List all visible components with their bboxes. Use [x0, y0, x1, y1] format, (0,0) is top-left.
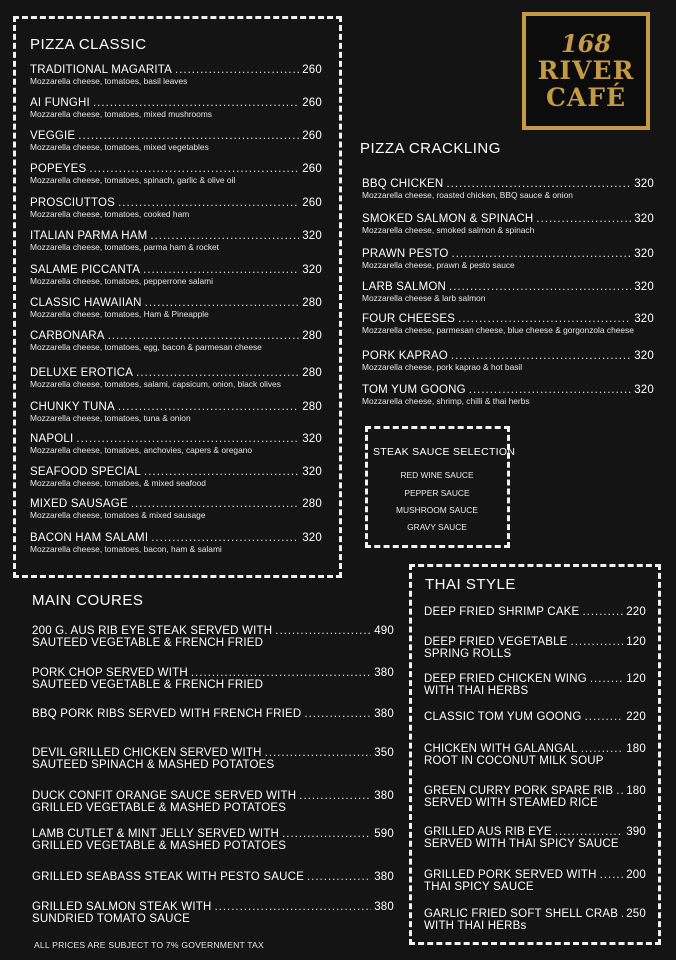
menu-item-row [362, 384, 654, 396]
menu-item [362, 313, 654, 335]
menu-item-name: AI FUNGHI [30, 97, 90, 109]
tax-note: ALL PRICES ARE SUBJECT TO 7% GOVERNMENT TAX [34, 940, 264, 950]
menu-item-name-continued: SAUTEED VEGETABLE & FRENCH FRIED [32, 637, 264, 649]
dot-leader [307, 871, 371, 883]
menu-item-name: FOUR CHEESES [362, 313, 456, 325]
dot-leader [144, 466, 299, 478]
menu-item [30, 163, 322, 185]
menu-item-name: LAMB CUTLET & MINT JELLY SERVED WITH [32, 828, 280, 840]
menu-item-row [32, 871, 394, 883]
menu-item-name: BACON HAM SALAMI [30, 532, 149, 544]
dot-leader [449, 281, 631, 293]
menu-item [32, 901, 394, 926]
menu-item-name-continued: GRILLED VEGETABLE & MASHED POTATOES [32, 802, 287, 814]
menu-item-description: Mozzarella cheese, tomatoes, Ham & Pineapple [30, 309, 209, 319]
menu-item-price: 280 [302, 297, 322, 309]
menu-item-description: Mozzarella cheese, prawn & pesto sauce [362, 260, 515, 270]
menu-item-name: DEEP FRIED CHICKEN WING [424, 673, 587, 685]
menu-item-price: 200 [626, 869, 646, 881]
sauce-option: PEPPER SAUCE [404, 488, 470, 498]
menu-item-name-continued: ROOT IN COCONUT MILK SOUP [424, 755, 604, 767]
menu-item-price: 120 [626, 673, 646, 685]
dot-leader [581, 743, 623, 755]
menu-item [362, 384, 654, 406]
menu-item-name: SEAFOOD SPECIAL [30, 466, 142, 478]
menu-item-row [30, 498, 322, 510]
dot-leader [78, 130, 299, 142]
restaurant-logo [522, 12, 650, 130]
dot-leader [108, 330, 300, 342]
menu-item-price: 320 [634, 313, 654, 325]
menu-item-name: PORK CHOP SERVED WITH [32, 667, 188, 679]
menu-item [424, 673, 646, 698]
menu-item-name: GRILLED SEABASS STEAK WITH PESTO SAUCE [32, 871, 304, 883]
menu-item-name: VEGGIE [30, 130, 76, 142]
menu-item-name: GRILLED PORK SERVED WITH [424, 869, 597, 881]
menu-item [424, 826, 646, 851]
dot-leader [451, 350, 631, 362]
menu-item-row [30, 97, 322, 109]
menu-item-price: 320 [634, 248, 654, 260]
menu-item-price: 220 [626, 606, 646, 618]
menu-item-row [30, 367, 322, 379]
menu-item-name: PORK KAPRAO [362, 350, 448, 362]
dot-leader [265, 747, 372, 759]
menu-item-description: Mozzarella cheese, tomatoes, salami, capsicum, onion, black olives [30, 379, 281, 389]
menu-item [30, 532, 322, 554]
dot-leader [118, 401, 299, 413]
menu-item-price: 590 [374, 828, 394, 840]
menu-item-row [362, 213, 654, 225]
menu-item [424, 606, 646, 618]
menu-item [32, 747, 394, 772]
menu-item-name: DEEP FRIED VEGETABLE [424, 636, 568, 648]
menu-item-description: Mozzarella cheese, parmesan cheese, blue cheese & gorgonzola cheese [362, 325, 634, 335]
menu-item-price: 260 [302, 163, 322, 175]
menu-item-row [32, 790, 394, 802]
menu-item-price: 260 [302, 130, 322, 142]
menu-item-row [424, 869, 646, 881]
menu-item-name: GREEN CURRY PORK SPARE RIB [424, 785, 614, 797]
dot-leader [76, 433, 299, 445]
menu-item-description: Mozzarella cheese, shrimp, chilli & thai herbs [362, 396, 530, 406]
menu-item-name: NAPOLI [30, 433, 74, 445]
menu-item-price: 220 [626, 711, 646, 723]
menu-item-description: Mozzarella cheese, tomatoes & mixed sausage [30, 510, 206, 520]
menu-item-price: 320 [302, 264, 322, 276]
menu-item-name: 200 G. AUS RIB EYE STEAK SERVED WITH [32, 625, 273, 637]
menu-item-name-continued: THAI SPICY SAUCE [424, 881, 534, 893]
dot-leader [452, 248, 632, 260]
menu-item-price: 320 [302, 532, 322, 544]
menu-item-row [30, 401, 322, 413]
menu-item-name: DUCK CONFIT ORANGE SAUCE SERVED WITH [32, 790, 297, 802]
menu-item [30, 264, 322, 286]
menu-item-row [424, 785, 646, 797]
menu-item [424, 869, 646, 894]
menu-item-row [424, 743, 646, 755]
menu-item-description: Mozzarella cheese, pork kaprao & hot basil [362, 362, 523, 372]
menu-item-price: 320 [302, 433, 322, 445]
menu-item-row [32, 747, 394, 759]
menu-item [30, 433, 322, 455]
menu-item-description: Mozzarella cheese, tomatoes, mixed mushrooms [30, 109, 212, 119]
menu-item-name: GARLIC FRIED SOFT SHELL CRAB [424, 908, 619, 920]
menu-item-row [30, 130, 322, 142]
thai-style-title: THAI STYLE [425, 576, 516, 593]
menu-item-price: 350 [374, 747, 394, 759]
menu-item-description: Mozzarella cheese, tomatoes, cooked ham [30, 209, 190, 219]
dot-leader [458, 313, 631, 325]
menu-item [32, 790, 394, 815]
dot-leader [150, 230, 299, 242]
dot-leader [582, 606, 623, 618]
menu-item-name: TOM YUM GOONG [362, 384, 466, 396]
menu-item [424, 636, 646, 661]
dot-leader [621, 908, 623, 920]
dot-leader [299, 790, 371, 802]
sauce-option: RED WINE SAUCE [400, 470, 474, 480]
menu-item [32, 667, 394, 692]
main-course-title: MAIN COURES [32, 592, 144, 609]
dot-leader [151, 532, 299, 544]
dot-leader [89, 163, 299, 175]
menu-item [362, 248, 654, 270]
dot-leader [536, 213, 631, 225]
menu-item-name: CLASSIC HAWAIIAN [30, 297, 142, 309]
menu-item-price: 380 [374, 667, 394, 679]
menu-item [32, 708, 394, 720]
menu-item-price: 320 [634, 384, 654, 396]
sauce-option: MUSHROOM SAUCE [396, 505, 478, 515]
menu-item-name: MIXED SAUSAGE [30, 498, 128, 510]
menu-item-price: 250 [626, 908, 646, 920]
menu-item-description: Mozzarella cheese, tomatoes, egg, bacon & parmesan cheese [30, 342, 262, 352]
menu-item-row [424, 636, 646, 648]
sauce-option: GRAVY SAUCE [407, 522, 467, 532]
dot-leader [145, 297, 300, 309]
menu-item [362, 281, 654, 303]
menu-item-name-continued: SUNDRIED TOMATO SAUCE [32, 913, 190, 925]
menu-item [30, 330, 322, 352]
menu-item-name: SALAME PICCANTA [30, 264, 141, 276]
menu-item-row [30, 466, 322, 478]
menu-item-name-continued: SERVED WITH THAI SPICY SAUCE [424, 838, 619, 850]
menu-item-row [30, 433, 322, 445]
menu-item-name: DELUXE EROTICA [30, 367, 134, 379]
dot-leader [93, 97, 299, 109]
menu-item-name: PROSCIUTTOS [30, 197, 116, 209]
menu-item-name-continued: WITH THAI HERBS [424, 685, 529, 697]
pizza-crackling-title: PIZZA CRACKLING [360, 140, 501, 157]
menu-item-row [424, 826, 646, 838]
menu-item-price: 320 [302, 466, 322, 478]
menu-item-row [424, 673, 646, 685]
dot-leader [131, 498, 299, 510]
menu-item [30, 230, 322, 252]
menu-item-name-continued: WITH THAI HERBs [424, 920, 527, 932]
menu-item-description: Mozzarella cheese, tomatoes, bacon, ham & salami [30, 544, 222, 554]
logo-line-cafe: CAFÉ [545, 83, 627, 112]
menu-item-price: 280 [302, 498, 322, 510]
menu-item-price: 180 [626, 743, 646, 755]
menu-item-price: 260 [302, 197, 322, 209]
menu-item-name: BBQ CHICKEN [362, 178, 444, 190]
menu-item-name-continued: SAUTEED VEGETABLE & FRENCH FRIED [32, 679, 264, 691]
dot-leader [446, 178, 631, 190]
menu-item-name-continued: SAUTEED SPINACH & MASHED POTATOES [32, 759, 275, 771]
dot-leader [175, 64, 299, 76]
menu-item-name: BBQ PORK RIBS SERVED WITH FRENCH FRIED [32, 708, 302, 720]
menu-item-row [424, 606, 646, 618]
dot-leader [143, 264, 299, 276]
menu-item-price: 380 [374, 708, 394, 720]
menu-item-name: GRILLED SALMON STEAK WITH [32, 901, 212, 913]
menu-item-price: 280 [302, 330, 322, 342]
dot-leader [469, 384, 631, 396]
menu-item-name: ITALIAN PARMA HAM [30, 230, 148, 242]
menu-item-row [30, 64, 322, 76]
menu-item-description: Mozzarella cheese, smoked salmon & spinach [362, 225, 535, 235]
menu-item-name: SMOKED SALMON & SPINACH [362, 213, 534, 225]
dot-leader [275, 625, 371, 637]
menu-item-row [362, 178, 654, 190]
menu-item-name: CHUNKY TUNA [30, 401, 115, 413]
menu-item [424, 711, 646, 723]
menu-item-row [362, 281, 654, 293]
menu-item-price: 320 [634, 281, 654, 293]
menu-item-price: 490 [374, 625, 394, 637]
menu-item-row [30, 230, 322, 242]
menu-item [30, 466, 322, 488]
menu-item [424, 785, 646, 810]
menu-item-description: Mozzarella cheese, tomatoes, pepperrone salami [30, 276, 213, 286]
menu-item-row [30, 264, 322, 276]
dot-leader [214, 901, 371, 913]
menu-item [362, 213, 654, 235]
dot-leader [282, 828, 371, 840]
menu-item-row [32, 667, 394, 679]
menu-item [30, 498, 322, 520]
dot-leader [304, 708, 371, 720]
menu-item-price: 320 [634, 178, 654, 190]
menu-item-row [32, 828, 394, 840]
menu-item-row [424, 908, 646, 920]
menu-item [362, 350, 654, 372]
menu-item [30, 401, 322, 423]
logo-inner [526, 16, 646, 126]
menu-item-name: PRAWN PESTO [362, 248, 449, 260]
menu-item-row [30, 297, 322, 309]
menu-item-row [362, 248, 654, 260]
menu-item-price: 280 [302, 367, 322, 379]
menu-item-row [362, 350, 654, 362]
menu-item-description: Mozzarella cheese, tomatoes, tuna & onion [30, 413, 191, 423]
menu-item-row [424, 711, 646, 723]
pizza-classic-title: PIZZA CLASSIC [30, 36, 147, 53]
menu-item-name: DEEP FRIED SHRIMP CAKE [424, 606, 580, 618]
menu-item-price: 320 [302, 230, 322, 242]
dot-leader [555, 826, 623, 838]
dot-leader [571, 636, 624, 648]
menu-item-description: Mozzarella cheese, tomatoes, spinach, garlic & olive oil [30, 175, 236, 185]
menu-item-row [32, 708, 394, 720]
menu-item [30, 297, 322, 319]
menu-item [30, 130, 322, 152]
menu-item-name: TRADITIONAL MAGARITA [30, 64, 173, 76]
logo-number: 168 [560, 29, 612, 58]
menu-item-name-continued: SPRING ROLLS [424, 648, 512, 660]
menu-item-description: Mozzarella cheese, tomatoes, anchovies, capers & oregano [30, 445, 253, 455]
menu-item-description: Mozzarella cheese, tomatoes, basil leaves [30, 76, 188, 86]
menu-item-name: DEVIL GRILLED CHICKEN SERVED WITH [32, 747, 262, 759]
menu-item-price: 380 [374, 901, 394, 913]
menu-item-row [32, 901, 394, 913]
menu-item-name: CHICKEN WITH GALANGAL [424, 743, 578, 755]
menu-item [30, 97, 322, 119]
menu-item-description: Mozzarella cheese & larb salmon [362, 293, 486, 303]
menu-item [30, 197, 322, 219]
menu-item [424, 743, 646, 768]
menu-item [30, 64, 322, 86]
dot-leader [616, 785, 623, 797]
menu-item-row [30, 163, 322, 175]
menu-item-price: 380 [374, 871, 394, 883]
logo-line-river: RIVER [537, 56, 635, 85]
dot-leader [136, 367, 299, 379]
steak-sauce-title: STEAK SAUCE SELECTION [373, 446, 516, 458]
menu-item-row [30, 197, 322, 209]
menu-item-price: 320 [634, 213, 654, 225]
menu-item-row [32, 625, 394, 637]
menu-item-row [30, 532, 322, 544]
menu-item [32, 871, 394, 883]
menu-item-name-continued: SERVED WITH STEAMED RICE [424, 797, 598, 809]
dot-leader [600, 869, 624, 881]
menu-item-description: Mozzarella cheese, tomatoes, parma ham & rocket [30, 242, 219, 252]
menu-item [32, 625, 394, 650]
menu-item-row [362, 313, 654, 325]
menu-item-price: 180 [626, 785, 646, 797]
menu-item-name-continued: GRILLED VEGETABLE & MASHED POTATOES [32, 840, 287, 852]
menu-item-price: 280 [302, 401, 322, 413]
menu-item-price: 390 [626, 826, 646, 838]
menu-item-name: LARB SALMON [362, 281, 447, 293]
menu-item-description: Mozzarella cheese, tomatoes, mixed vegetables [30, 142, 209, 152]
menu-item-price: 120 [626, 636, 646, 648]
dot-leader [585, 711, 624, 723]
menu-item-row [30, 330, 322, 342]
menu-item-price: 260 [302, 64, 322, 76]
menu-item-description: Mozzarella cheese, tomatoes, & mixed seafood [30, 478, 206, 488]
menu-item-name: CLASSIC TOM YUM GOONG [424, 711, 582, 723]
menu-item [30, 367, 322, 389]
dot-leader [590, 673, 623, 685]
menu-item-name: GRILLED AUS RIB EYE [424, 826, 552, 838]
menu-item [32, 828, 394, 853]
dot-leader [118, 197, 299, 209]
menu-item-name: POPEYES [30, 163, 87, 175]
menu-item-name: CARBONARA [30, 330, 105, 342]
menu-item-price: 260 [302, 97, 322, 109]
dot-leader [191, 667, 371, 679]
menu-item-price: 380 [374, 790, 394, 802]
menu-item [362, 178, 654, 200]
menu-item-price: 320 [634, 350, 654, 362]
menu-item [424, 908, 646, 933]
menu-item-description: Mozzarella cheese, roasted chicken, BBQ sauce & onion [362, 190, 573, 200]
